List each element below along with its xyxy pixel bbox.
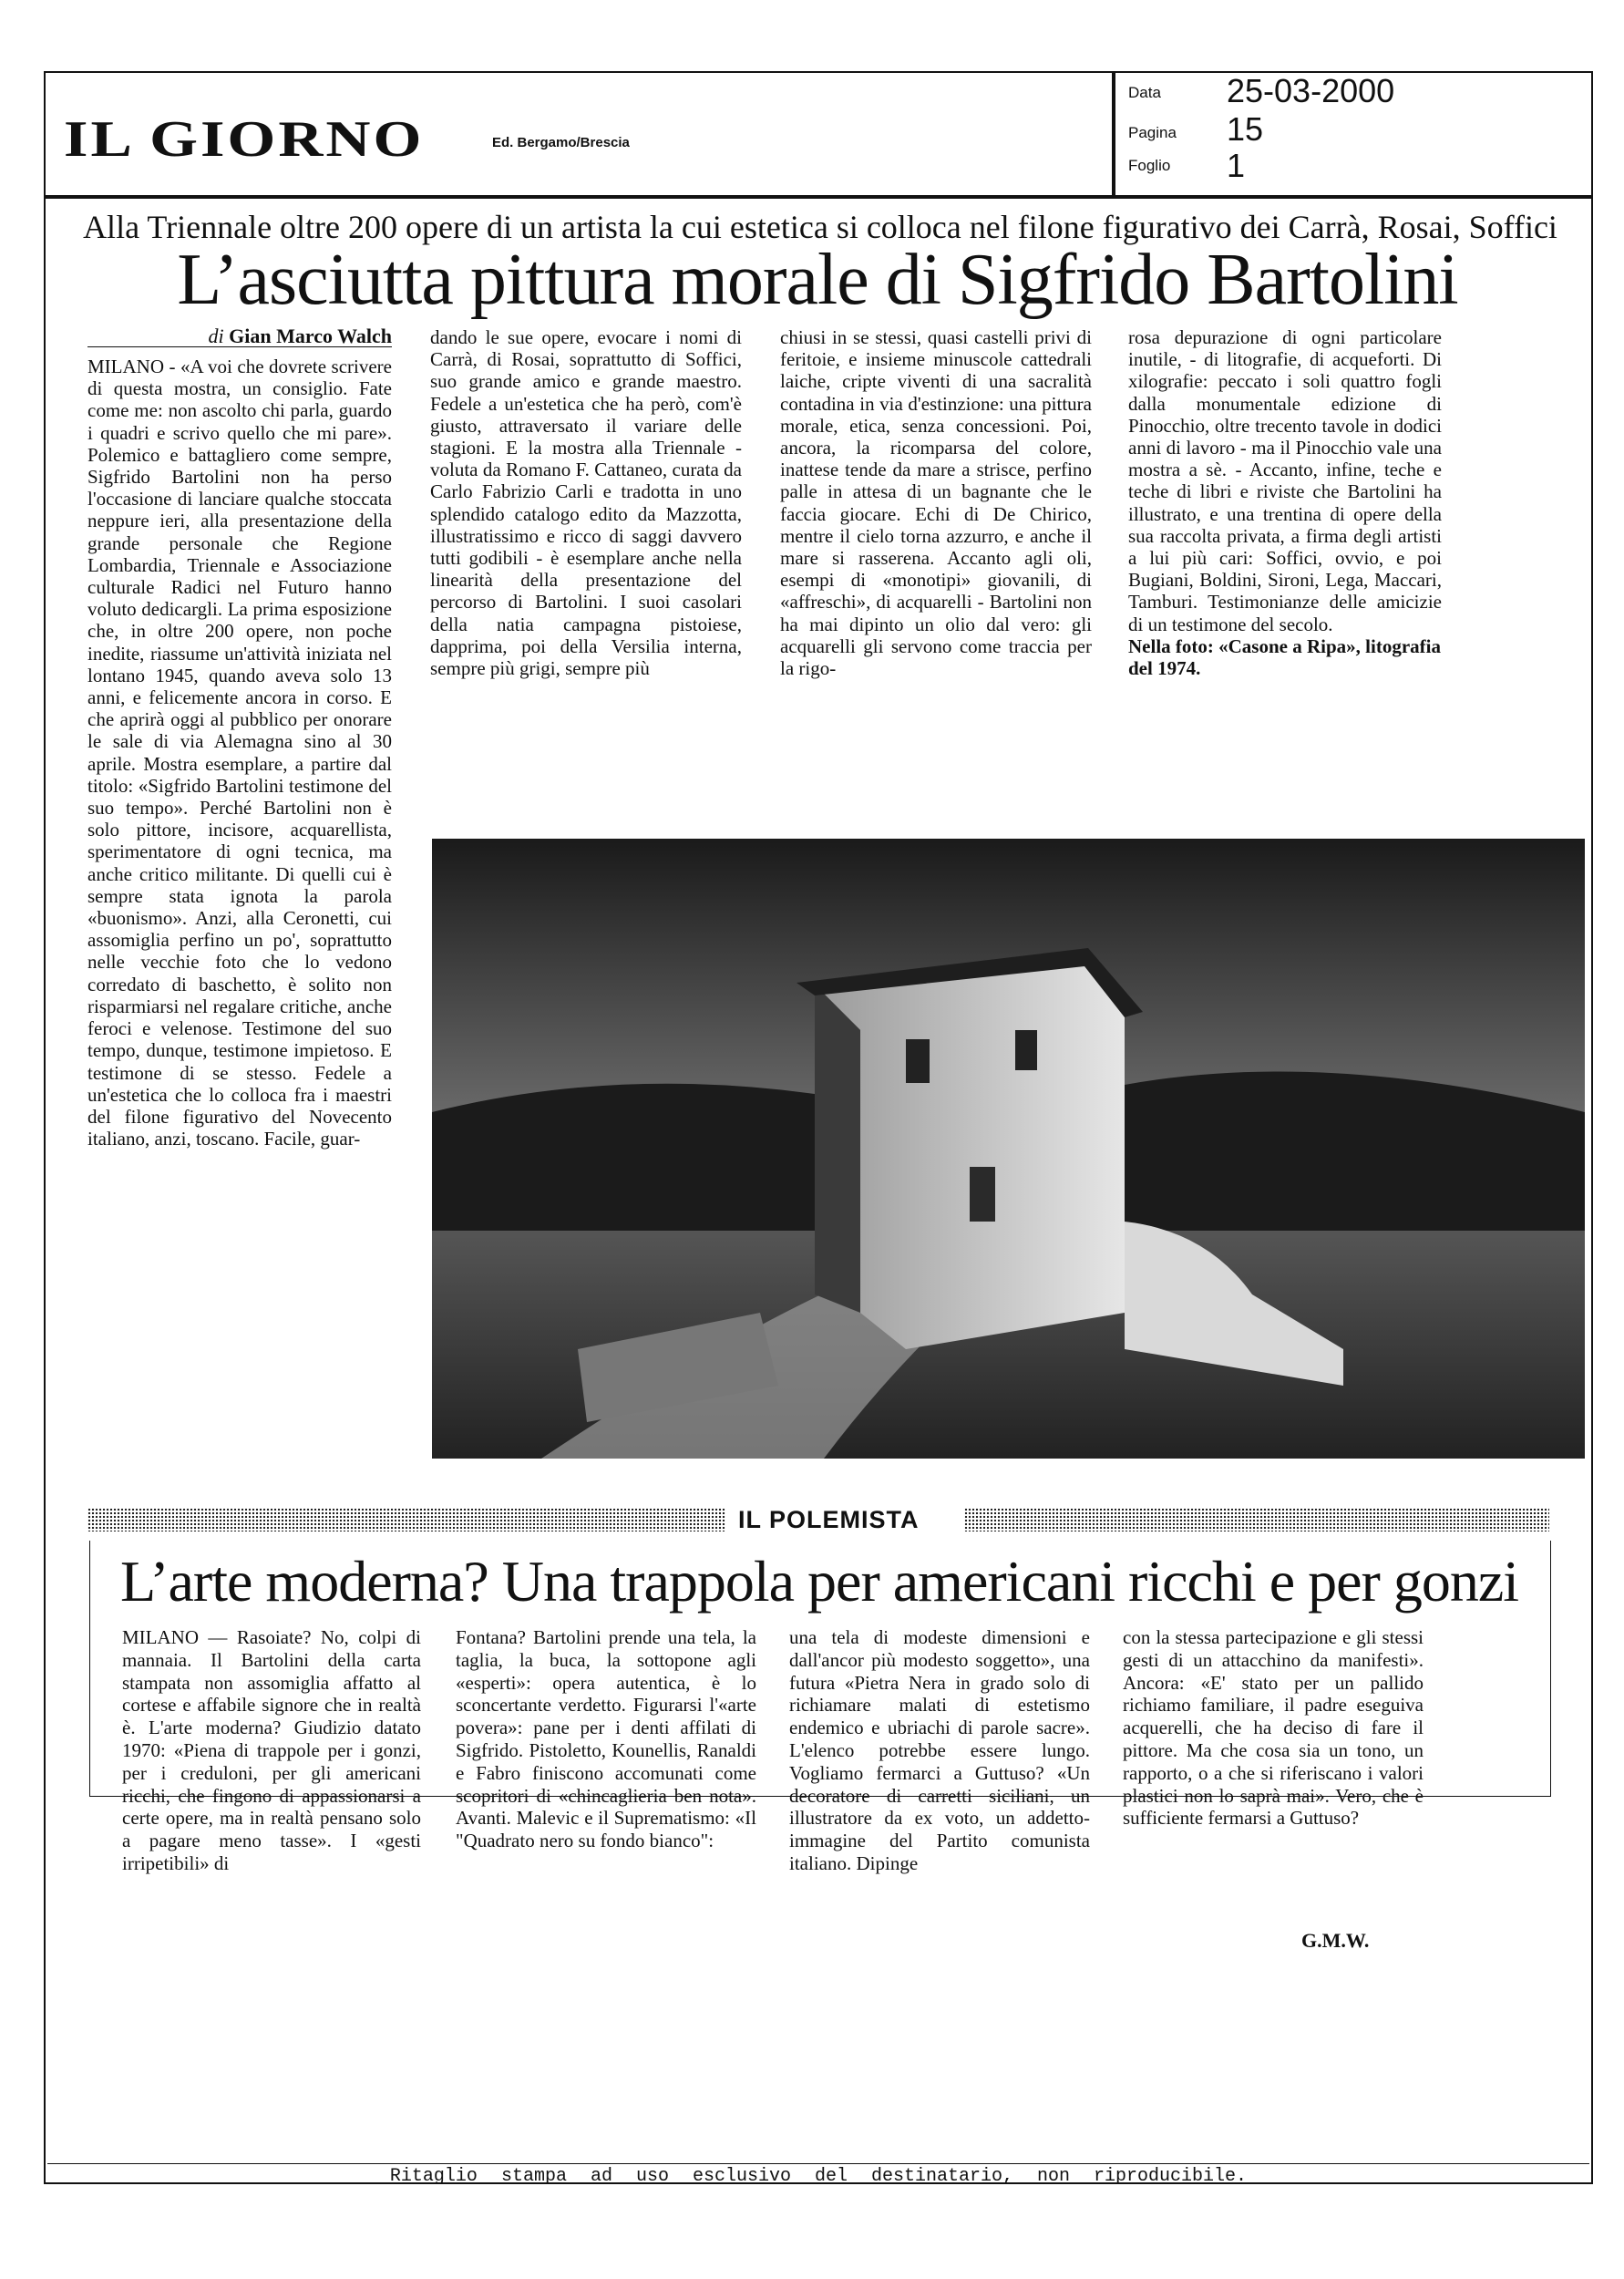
polemista-signature: G.M.W. <box>1301 1929 1370 1952</box>
polemista-column-2: Fontana? Bartolini prende una tela, la taglia, la buca, la sottopone agli «esperti»: opera autentica, è lo sconcertante verdetto. Figurarsi l'«arte povera»: pane per i denti affilati di Sigfrido. Pistoletto, Kounellis, Ranaldi e Fabro finiscono accomunati come scopritori di «chincaglieria ben nota». Avanti. Malevic e il Suprematismo: «Il "Quadrato nero su fondo bianco": <box>456 1626 756 1852</box>
polemista-column-4: con la stessa partecipazione e gli stessi gesti di un attacchino da manifesti». Ancora: «E' stato per un pallido richiamo familiare, il padre eseguiva acquerelli, che ha deciso di fare il pittore. Ma che cosa sia un tono, un rapporto, o a che si riferiscano i valori plastici non lo saprà mai». Vero, che è sufficiente fermarsi a Guttuso? <box>1123 1626 1424 1830</box>
byline-rule <box>87 346 392 347</box>
page-value: 15 <box>1227 110 1264 148</box>
article-column-3: chiusi in se stessi, quasi castelli privi di feritoie, e insieme minuscole cattedrali laiche, cripte viventi di una sacralità contadina in via d'estinzione: una pittura morale, etica, senza concessioni. Poi, ancora, la ricomparsa del colore, inattese tende da mare a strisce, perfino palle in attesa di un bagnante che le faccia giocare. Echi di De Chirico, mentre il cielo torna azzurro, e anche il mare si rasserena. Accanto agli oli, esempi di «monotipi» giovanili, di «affreschi», di acquarelli - Bartolini non ha mai dipinto un olio dal vero: gli acquarelli gli servono come traccia per la rigo- <box>780 326 1092 680</box>
banner-dots-right <box>964 1508 1549 1531</box>
polemista-column-3: una tela di modeste dimensioni e dall'ancor più modesto soggetto», una futura «Pietra Nera in grado solo di richiamare malati di estetismo endemico e ubriachi di parole sacre». L'elenco potrebbe essere lungo. Vogliamo fermarci a Guttuso? «Un decoratore di carretti siciliani, un illustratore da ex voto, un addetto-immagine del Partito comunista italiano. Dipinge <box>789 1626 1090 1874</box>
byline-prefix: di <box>208 325 224 347</box>
page-label: Pagina <box>1128 124 1177 141</box>
article-kicker: Alla Triennale oltre 200 opere di un artista la cui estetica si colloca nel filone figurativo dei Carrà, Rosai, Soffici <box>83 209 1557 245</box>
byline-author: Gian Marco Walch <box>229 325 392 347</box>
byline <box>87 325 392 348</box>
newspaper-logo: IL GIORNO <box>64 109 425 168</box>
polemista-label: IL POLEMISTA <box>738 1506 920 1533</box>
article-column-1: MILANO - «A voi che dovrete scrivere di questa mostra, un consiglio. Fate come me: non ascolto chi parla, guardo i quadri e scrivo quello che mi pare». Polemico e battagliero come sempre, Sigfrido Bartolini non ha perso l'occasione di lanciare qualche stoccata neppure ieri, alla presentazione della grande personale che Regione Lombardia, Triennale e Associazione culturale Radici nel Futuro hanno voluto dedicargli. La prima esposizione che, in oltre 200 opere, non poche inedite, riassume un'attività iniziata nel lontano 1945, quando aveva solo 13 anni, e felicemente ancora in corso. E che aprirà oggi al pubblico per onorare le sale di via Alemagna sino al 30 aprile. Mostra esemplare, a partire dal titolo: «Sigfrido Bartolini testimone del suo tempo». Perché Bartolini non è solo pittore, incisore, acquarellista, sperimentatore di ogni tecnica, ma anche critico militante. Di quelli cui è sempre stata ignota la parola «buonismo». Anzi, alla Ceronetti, cui assomiglia perfino un po', soprattutto nelle vecchie foto che lo vedono corredato di baschetto, è solito non risparmiarsi nel regalare critiche, anche feroci e velenose. Testimone del suo tempo, dunque, testimone impietoso. E testimone di se stesso. Fedele a un'estetica che lo colloca fra i maestri del filone figurativo del Novecento italiano, anzi, toscano. Facile, guar- <box>87 356 392 1150</box>
polemista-column-1: MILANO — Rasoiate? No, colpi di mannaia. Il Bartolini della carta stampata non assomiglia affatto al cortese e affabile signore che in realtà è. L'arte moderna? Giudizio datato 1970: «Piena di trappole per i gonzi, per i creduloni, per gli americani ricchi, che fingono di appassionarsi a certe opere, ma in realtà pensano solo a pagare meno tasse». I «gesti irripetibili» di <box>122 1626 421 1874</box>
sheet-value: 1 <box>1227 147 1246 184</box>
article-column-4-text: rosa depurazione di ogni particolare inutile, - di litografie, di acqueforti. Di xilografie: peccato i soli quattro fogli dalla monumentale edizione di Pinocchio, oltre trecento tavole in dodici anni di lavoro - ma il Pinocchio vale una mostra a sè. - Accanto, infine, teche e teche di libri e riviste che Bartolini ha illustrato, e una trentina di opere della sua raccolta privata, a firma degli artisti a lui più cari: Soffici, ovvio, e poi Bugiani, Boldini, Sironi, Lega, Maccari, Tamburi. Testimonianze delle amicizie di un testimone del secolo. <box>1128 326 1442 635</box>
polemista-banner <box>87 1508 1549 1531</box>
footer-rule <box>47 2163 1589 2164</box>
edition-label: Ed. Bergamo/Brescia <box>492 135 630 150</box>
date-label: Data <box>1128 84 1161 101</box>
polemista-headline: L’arte moderna? Una trappola per americani ricchi e per gonzi <box>119 1549 1519 1614</box>
article-column-4 <box>1128 326 1442 679</box>
photo-caption: Nella foto: «Casone a Ripa», litografia del 1974. <box>1128 634 1441 680</box>
date-value: 25-03-2000 <box>1227 72 1395 109</box>
lithograph-photo <box>432 839 1585 1459</box>
footer-notice: Ritaglio stampa ad uso esclusivo del destinatario, non riproducibile. <box>389 2166 1248 2187</box>
article-headline: L’asciutta pittura morale di Sigfrido Bartolini <box>177 240 1458 320</box>
lithograph-illustration <box>432 839 1585 1459</box>
article-column-2: dando le sue opere, evocare i nomi di Carrà, di Rosai, soprattutto di Soffici, suo grande amico e grande maestro. Fedele a un'estetica che ha però, com'è giusto, attraversato il variare delle stagioni. E la mostra alla Triennale - voluta da Romano F. Cattaneo, curata da Carlo Fabrizio Carli e tradotta in uno splendido catalogo edito da Mazzotta, illustratissimo e ricco di saggi davvero tutti godibili - è esemplare anche nella linearità della presentazione del percorso di Bartolini. I suoi casolari della natia campagna pistoiese, dapprima, poi della Versilia interna, sempre più grigi, sempre più <box>430 326 742 680</box>
banner-dots-left <box>87 1508 725 1531</box>
sheet-label: Foglio <box>1128 157 1171 174</box>
